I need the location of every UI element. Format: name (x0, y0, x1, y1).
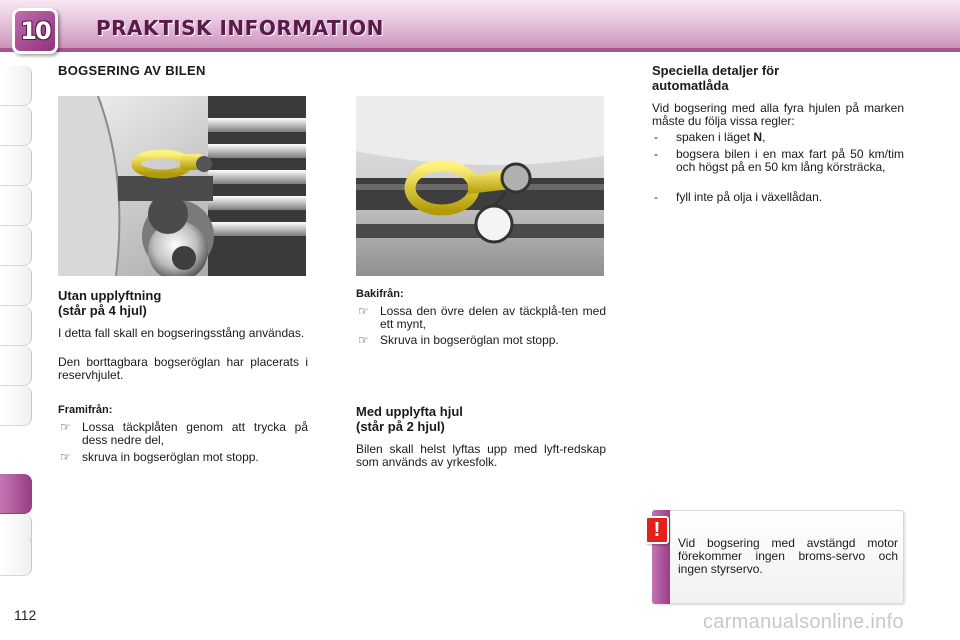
watermark: carmanualsonline.info (703, 611, 904, 633)
no-lift-heading (58, 288, 161, 318)
automatic-rule-2-text: bogsera bilen i en max fart på 50 km/tim och högst på en 50 km lång körsträcka, (676, 147, 904, 174)
chapter-tab[interactable] (0, 386, 32, 426)
hand-pointer-icon: ☞ (60, 420, 71, 434)
dash-marker: - (654, 147, 658, 161)
hand-pointer-icon: ☞ (358, 304, 369, 318)
chapter-tab[interactable] (0, 536, 32, 576)
page-number: 112 (14, 607, 37, 623)
hand-pointer-icon: ☞ (358, 333, 369, 347)
warning-icon: ! (645, 516, 669, 544)
front-step-1 (58, 421, 308, 447)
chapter-tab[interactable] (0, 146, 32, 186)
automatic-intro: Vid bogsering med alla fyra hjulen på marken måste du följa vissa regler: (652, 101, 904, 128)
no-lift-paragraph-2: Den borttagbara bogseröglan har placerats i reservhjulet. (58, 355, 308, 382)
dash-marker: - (654, 130, 658, 144)
section-title: BOGSERING AV BILEN (58, 63, 206, 78)
chapter-tab[interactable] (0, 66, 32, 106)
automatic-rule-3-text: fyll inte på olja i växellådan. (676, 190, 823, 204)
rear-step-1-text: Lossa den övre delen av täckplå-ten med ett mynt, (380, 304, 606, 331)
rear-towing-photo (356, 96, 604, 276)
front-step-1-text: Lossa täckplåten genom att trycka på dess nedre del, (82, 420, 308, 447)
lift-heading-line1: Med upplyfta hjul (356, 404, 463, 419)
no-lift-heading-line2: (står på 4 hjul) (58, 303, 147, 318)
dash-marker: - (654, 190, 658, 204)
front-step-2 (58, 451, 308, 464)
chapter-tab[interactable] (0, 106, 32, 146)
automatic-rule-2 (652, 148, 904, 174)
chapter-tab[interactable] (0, 226, 32, 266)
automatic-rule-1-prefix: spaken i läget (676, 130, 754, 144)
chapter-badge (12, 8, 58, 54)
automatic-rule-1 (652, 131, 904, 144)
lift-paragraph: Bilen skall helst lyftas upp med lyft-redskap som används av yrkesfolk. (356, 442, 606, 469)
lift-heading-line2: (står på 2 hjul) (356, 419, 445, 434)
rear-heading: Bakifrån: (356, 288, 404, 300)
chapter-tab-active[interactable] (0, 474, 32, 514)
automatic-heading (652, 63, 779, 93)
header-underline (0, 48, 960, 52)
front-towing-photo (58, 96, 306, 276)
warning-text: Vid bogsering med avstängd motor förekommer ingen broms-servo och ingen styrservo. (678, 536, 898, 576)
chapter-tab[interactable] (0, 186, 32, 226)
automatic-rule-3 (652, 191, 904, 204)
page-title: PRAKTISK INFORMATION (96, 16, 384, 40)
chapter-tab[interactable] (0, 266, 32, 306)
rear-step-2 (356, 334, 606, 347)
no-lift-heading-line1: Utan upplyftning (58, 288, 162, 303)
gear-position-n: N (753, 130, 763, 144)
rear-step-1 (356, 305, 606, 331)
rear-step-2-text: Skruva in bogseröglan mot stopp. (380, 333, 559, 347)
lift-heading (356, 404, 463, 434)
front-step-2-text: skruva in bogseröglan mot stopp. (82, 450, 259, 464)
chapter-tab-strip (0, 66, 32, 576)
automatic-heading-line2: automatlåda (652, 78, 729, 93)
chapter-tab[interactable] (0, 346, 32, 386)
automatic-heading-line1: Speciella detaljer för (652, 63, 780, 78)
chapter-tab[interactable] (0, 306, 32, 346)
hand-pointer-icon: ☞ (60, 450, 71, 464)
automatic-rule-1-suffix: , (762, 130, 766, 144)
no-lift-paragraph-1: I detta fall skall en bogseringsstång användas. (58, 326, 305, 340)
front-heading: Framifrån: (58, 404, 113, 416)
chapter-number: 10 (20, 17, 50, 45)
